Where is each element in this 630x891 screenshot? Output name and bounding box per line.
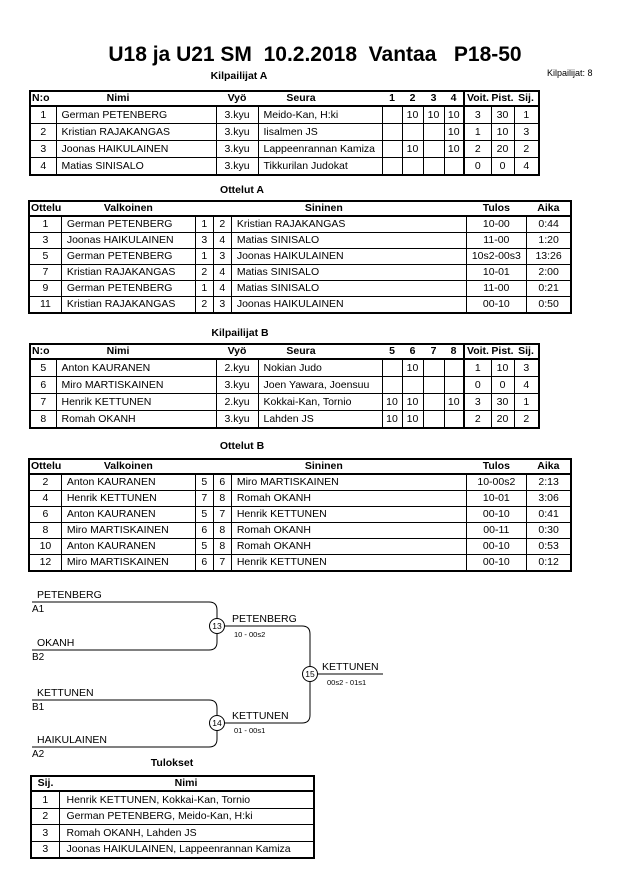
column-header: Seura bbox=[258, 344, 382, 359]
column-header bbox=[195, 459, 213, 474]
table-cell: Miro MARTISKAINEN bbox=[56, 377, 216, 394]
table-cell bbox=[444, 411, 464, 429]
table-cell: Meido-Kan, H:ki bbox=[258, 106, 382, 124]
table-cell: 2:00 bbox=[526, 265, 571, 281]
table-cell: 10 bbox=[423, 106, 444, 124]
table-cell: 0 bbox=[491, 158, 514, 176]
column-header: Pist. bbox=[491, 92, 514, 105]
table-cell bbox=[382, 124, 402, 141]
column-header: Sij. bbox=[514, 91, 539, 106]
table-cell: 6 bbox=[30, 377, 56, 394]
table-cell: 1 bbox=[29, 216, 61, 233]
table-cell: Miro MARTISKAINEN bbox=[61, 555, 195, 572]
bracket-match-score: 01 - 00s1 bbox=[234, 726, 266, 735]
bracket-winner-name: PETENBERG bbox=[232, 613, 297, 625]
column-header: Vyö bbox=[216, 344, 258, 359]
table-cell: German PETENBERG bbox=[61, 216, 195, 233]
table-cell: 2 bbox=[30, 124, 56, 141]
bracket-slot-name: HAIKULAINEN bbox=[37, 734, 108, 746]
table-cell: Anton KAURANEN bbox=[61, 474, 195, 491]
table-cell: 00-11 bbox=[466, 523, 526, 539]
table-cell: 1 bbox=[31, 791, 59, 808]
table-cell: 10 bbox=[402, 106, 423, 124]
bracket-match-score: 00s2 - 01s1 bbox=[327, 678, 367, 687]
column-header: Sininen bbox=[231, 459, 466, 474]
table-cell: 5 bbox=[195, 474, 213, 491]
table-cell: 10 bbox=[382, 394, 402, 411]
bracket-slot-seed: A1 bbox=[32, 604, 45, 615]
table-cell: 4 bbox=[514, 158, 539, 176]
table-cell: Joonas HAIKULAINEN, Lappeenrannan Kamiza bbox=[59, 841, 314, 858]
table-cell: Kristian RAJAKANGAS bbox=[61, 265, 195, 281]
table-cell: Kristian RAJAKANGAS bbox=[56, 124, 216, 141]
table-cell: 2 bbox=[195, 265, 213, 281]
table-cell: 6 bbox=[213, 474, 231, 491]
table-cell: 00-10 bbox=[466, 555, 526, 572]
table-cell: 4 bbox=[30, 158, 56, 176]
section-title-tulokset: Tulokset bbox=[150, 757, 194, 769]
table-cell: 8 bbox=[29, 523, 61, 539]
table-cell: Henrik KETTUNEN bbox=[61, 491, 195, 507]
table-cell: 20 bbox=[491, 141, 514, 158]
bracket-connector-final bbox=[218, 626, 310, 723]
table-cell: 4 bbox=[213, 233, 231, 249]
column-header: Nimi bbox=[56, 344, 216, 359]
table-cell: 1:20 bbox=[526, 233, 571, 249]
table-cell: 2 bbox=[213, 216, 231, 233]
table-cell: Romah OKANH bbox=[231, 539, 466, 555]
table-cell: 10 bbox=[491, 124, 514, 141]
table-cell: 3 bbox=[464, 106, 491, 124]
column-header bbox=[195, 201, 213, 216]
table-row bbox=[30, 141, 539, 158]
table-row bbox=[29, 539, 571, 555]
column-header: Vyö bbox=[216, 91, 258, 106]
table-row bbox=[31, 791, 314, 808]
bracket-slot-name: PETENBERG bbox=[37, 589, 102, 601]
table-cell: 10 bbox=[444, 106, 464, 124]
bracket-match-score: 10 - 00s2 bbox=[234, 630, 266, 639]
table-cell: 2 bbox=[464, 411, 491, 429]
table-cell: 11 bbox=[29, 297, 61, 314]
bracket-winner-name: KETTUNEN bbox=[232, 710, 289, 722]
table-cell: Kristian RAJAKANGAS bbox=[231, 216, 466, 233]
table-row bbox=[30, 377, 539, 394]
column-header: Pist. bbox=[491, 345, 514, 358]
table-cell: 11-00 bbox=[466, 281, 526, 297]
column-header: Ottelu bbox=[31, 202, 62, 215]
table-cell: 3:06 bbox=[526, 491, 571, 507]
table-row bbox=[29, 523, 571, 539]
table-cell bbox=[423, 124, 444, 141]
column-header: Valkoinen bbox=[61, 201, 195, 216]
table-cell: 10 bbox=[402, 411, 423, 429]
header-row bbox=[30, 91, 539, 106]
table-row bbox=[29, 265, 571, 281]
table-cell bbox=[382, 158, 402, 176]
bracket-slot-name: OKANH bbox=[37, 637, 75, 649]
tulokset-table bbox=[30, 775, 315, 859]
table-cell: 9 bbox=[29, 281, 61, 297]
table-cell: 3 bbox=[31, 825, 59, 842]
table-row bbox=[30, 411, 539, 429]
table-cell: Miro MARTISKAINEN bbox=[231, 474, 466, 491]
table-cell: German PETENBERG bbox=[61, 249, 195, 265]
table-cell: 7 bbox=[195, 491, 213, 507]
table-cell: 1 bbox=[464, 359, 491, 377]
table-cell: Miro MARTISKAINEN bbox=[61, 523, 195, 539]
table-cell: 10 bbox=[382, 411, 402, 429]
table-cell: Romah OKANH bbox=[231, 523, 466, 539]
header-row bbox=[31, 776, 314, 791]
table-cell: 11-00 bbox=[466, 233, 526, 249]
table-cell: 10 bbox=[444, 394, 464, 411]
table-cell: 10 bbox=[29, 539, 61, 555]
table-cell: 7 bbox=[30, 394, 56, 411]
table-cell: 10-01 bbox=[466, 265, 526, 281]
table-cell: Tikkurilan Judokat bbox=[258, 158, 382, 176]
table-cell: 0:41 bbox=[526, 507, 571, 523]
table-cell bbox=[382, 377, 402, 394]
column-header: Voit. bbox=[464, 344, 491, 359]
table-cell: 1 bbox=[195, 249, 213, 265]
table-cell: 2:13 bbox=[526, 474, 571, 491]
table-cell: 3.kyu bbox=[216, 411, 258, 429]
table-cell: Kokkai-Kan, Tornio bbox=[258, 394, 382, 411]
table-cell bbox=[382, 359, 402, 377]
column-header: Ottelu bbox=[31, 460, 62, 473]
kilpailijat-b-table bbox=[29, 343, 540, 429]
table-cell: 20 bbox=[491, 411, 514, 429]
table-cell: Henrik KETTUNEN bbox=[231, 507, 466, 523]
table-cell: Anton KAURANEN bbox=[61, 507, 195, 523]
header-row bbox=[29, 459, 571, 474]
table-cell bbox=[382, 141, 402, 158]
table-cell: 2 bbox=[514, 141, 539, 158]
section-title-kilpailijat-b: Kilpailijat B bbox=[211, 327, 269, 339]
table-cell bbox=[444, 359, 464, 377]
table-cell bbox=[423, 411, 444, 429]
column-header: 7 bbox=[423, 344, 444, 359]
table-cell: Anton KAURANEN bbox=[61, 539, 195, 555]
table-cell: Joonas HAIKULAINEN bbox=[231, 249, 466, 265]
table-cell: German PETENBERG bbox=[56, 106, 216, 124]
table-row bbox=[29, 555, 571, 572]
table-cell: 0:53 bbox=[526, 539, 571, 555]
table-cell: Joonas HAIKULAINEN bbox=[56, 141, 216, 158]
table-row bbox=[29, 216, 571, 233]
table-cell bbox=[382, 106, 402, 124]
table-cell: Romah OKANH bbox=[56, 411, 216, 429]
table-cell: 2 bbox=[514, 411, 539, 429]
table-cell: 3.kyu bbox=[216, 124, 258, 141]
table-cell: 3.kyu bbox=[216, 141, 258, 158]
table-cell bbox=[402, 158, 423, 176]
table-cell: 10 bbox=[402, 394, 423, 411]
table-cell: Iisalmen JS bbox=[258, 124, 382, 141]
table-cell: 3 bbox=[213, 249, 231, 265]
table-cell: 2.kyu bbox=[216, 359, 258, 377]
column-header: 3 bbox=[423, 91, 444, 106]
table-cell: Anton KAURANEN bbox=[56, 359, 216, 377]
table-row bbox=[29, 297, 571, 314]
table-cell: Nokian Judo bbox=[258, 359, 382, 377]
table-cell: 10 bbox=[444, 124, 464, 141]
table-cell: 5 bbox=[30, 359, 56, 377]
column-header: N:o bbox=[30, 344, 56, 359]
table-cell: 7 bbox=[29, 265, 61, 281]
table-cell: 1 bbox=[195, 281, 213, 297]
table-cell: 0:44 bbox=[526, 216, 571, 233]
table-cell: 0 bbox=[464, 377, 491, 394]
table-row bbox=[30, 158, 539, 176]
column-header: Aika bbox=[526, 459, 571, 474]
table-cell: 30 bbox=[491, 106, 514, 124]
table-cell: Henrik KETTUNEN, Kokkai-Kan, Tornio bbox=[59, 791, 314, 808]
table-cell: 0:50 bbox=[526, 297, 571, 314]
column-header: 5 bbox=[382, 344, 402, 359]
table-cell: Henrik KETTUNEN bbox=[231, 555, 466, 572]
table-cell: 8 bbox=[213, 491, 231, 507]
table-cell: 10 bbox=[402, 359, 423, 377]
table-row bbox=[31, 825, 314, 842]
table-cell: 00-10 bbox=[466, 507, 526, 523]
table-cell: 8 bbox=[213, 523, 231, 539]
table-row bbox=[29, 281, 571, 297]
table-row bbox=[29, 507, 571, 523]
table-cell: 30 bbox=[491, 394, 514, 411]
table-cell: 5 bbox=[29, 249, 61, 265]
table-cell: 2.kyu bbox=[216, 394, 258, 411]
column-header: Nimi bbox=[59, 776, 314, 791]
table-cell: 10 bbox=[444, 141, 464, 158]
column-header: Valkoinen bbox=[61, 459, 195, 474]
table-cell: 00-10 bbox=[466, 297, 526, 314]
table-cell: 0 bbox=[491, 377, 514, 394]
table-cell: Matias SINISALO bbox=[231, 265, 466, 281]
table-cell bbox=[423, 359, 444, 377]
table-cell: 13:26 bbox=[526, 249, 571, 265]
table-cell: 3 bbox=[31, 841, 59, 858]
table-row bbox=[30, 124, 539, 141]
column-header bbox=[213, 459, 231, 474]
table-cell: 2 bbox=[195, 297, 213, 314]
match-number-badge: 15 bbox=[302, 666, 318, 682]
table-cell: Joen Yawara, Joensuu bbox=[258, 377, 382, 394]
table-cell: 6 bbox=[29, 507, 61, 523]
table-cell: Romah OKANH, Lahden JS bbox=[59, 825, 314, 842]
table-cell: 10 bbox=[402, 141, 423, 158]
table-cell: 00-10 bbox=[466, 539, 526, 555]
competitor-count-label: Kilpailijat: 8 bbox=[547, 68, 593, 78]
bracket-winner-name: KETTUNEN bbox=[322, 661, 379, 673]
table-cell bbox=[423, 377, 444, 394]
table-cell: 3 bbox=[213, 297, 231, 314]
table-row bbox=[29, 474, 571, 491]
bracket-slot-seed: A2 bbox=[32, 749, 45, 760]
table-row bbox=[31, 808, 314, 825]
table-cell: 10-01 bbox=[466, 491, 526, 507]
table-cell: 10 bbox=[491, 359, 514, 377]
table-cell: 8 bbox=[30, 411, 56, 429]
table-cell: 1 bbox=[464, 124, 491, 141]
table-cell: Matias SINISALO bbox=[56, 158, 216, 176]
table-cell: 5 bbox=[195, 507, 213, 523]
table-cell: 12 bbox=[29, 555, 61, 572]
table-cell: German PETENBERG bbox=[61, 281, 195, 297]
bracket-slot-seed: B1 bbox=[32, 702, 45, 713]
table-cell: 1 bbox=[514, 106, 539, 124]
table-cell: 8 bbox=[213, 539, 231, 555]
table-cell: 7 bbox=[213, 555, 231, 572]
table-cell: 3 bbox=[464, 394, 491, 411]
table-cell bbox=[444, 377, 464, 394]
table-cell: Kristian RAJAKANGAS bbox=[61, 297, 195, 314]
table-cell: 3 bbox=[195, 233, 213, 249]
table-cell: 6 bbox=[195, 555, 213, 572]
match-number-badge: 14 bbox=[209, 715, 225, 731]
column-header: Nimi bbox=[56, 91, 216, 106]
table-cell: 2 bbox=[31, 808, 59, 825]
table-cell bbox=[423, 394, 444, 411]
table-cell: 2 bbox=[29, 474, 61, 491]
table-cell: 6 bbox=[195, 523, 213, 539]
ottelut-a-table bbox=[28, 200, 572, 314]
table-row bbox=[29, 233, 571, 249]
column-header: Aika bbox=[526, 201, 571, 216]
table-cell: 3.kyu bbox=[216, 377, 258, 394]
table-cell bbox=[444, 158, 464, 176]
bracket-slot-name: KETTUNEN bbox=[37, 687, 94, 699]
section-title-ottelut-a: Ottelut A bbox=[220, 184, 264, 196]
table-cell: 2 bbox=[464, 141, 491, 158]
section-title-kilpailijat-a: Kilpailijat A bbox=[210, 70, 268, 82]
table-cell: 10-00s2 bbox=[466, 474, 526, 491]
table-cell: 10s2-00s3 bbox=[466, 249, 526, 265]
table-cell: Henrik KETTUNEN bbox=[56, 394, 216, 411]
kilpailijat-a-table bbox=[29, 90, 540, 176]
table-row bbox=[30, 106, 539, 124]
table-cell: 3 bbox=[29, 233, 61, 249]
column-header: 6 bbox=[402, 344, 423, 359]
table-cell: 7 bbox=[213, 507, 231, 523]
table-cell bbox=[402, 377, 423, 394]
header-row bbox=[29, 201, 571, 216]
column-header: Sininen bbox=[231, 201, 466, 216]
table-cell: Joonas HAIKULAINEN bbox=[61, 233, 195, 249]
table-cell: 3 bbox=[514, 124, 539, 141]
table-cell: Joonas HAIKULAINEN bbox=[231, 297, 466, 314]
column-header: Voit. bbox=[464, 91, 491, 106]
table-cell: 4 bbox=[213, 281, 231, 297]
column-header: N:o bbox=[30, 91, 56, 106]
table-cell: 0 bbox=[464, 158, 491, 176]
table-cell: Lappeenrannan Kamiza bbox=[258, 141, 382, 158]
table-cell: 4 bbox=[514, 377, 539, 394]
table-cell bbox=[423, 158, 444, 176]
table-cell: 4 bbox=[213, 265, 231, 281]
column-header: 8 bbox=[444, 344, 464, 359]
table-row bbox=[29, 491, 571, 507]
table-row bbox=[30, 394, 539, 411]
table-cell: 3 bbox=[514, 359, 539, 377]
bracket-slot-seed: B2 bbox=[32, 652, 45, 663]
table-cell: Romah OKANH bbox=[231, 491, 466, 507]
header-row bbox=[30, 344, 539, 359]
column-header: 1 bbox=[382, 91, 402, 106]
table-cell: 0:21 bbox=[526, 281, 571, 297]
column-header: Tulos bbox=[466, 459, 526, 474]
table-cell: 3.kyu bbox=[216, 106, 258, 124]
table-cell: 0:12 bbox=[526, 555, 571, 572]
table-cell: 1 bbox=[30, 106, 56, 124]
table-row bbox=[29, 249, 571, 265]
table-cell: 1 bbox=[195, 216, 213, 233]
table-cell: 0:30 bbox=[526, 523, 571, 539]
column-header: Sij. bbox=[514, 344, 539, 359]
table-cell: 3.kyu bbox=[216, 158, 258, 176]
column-header: Seura bbox=[258, 91, 382, 106]
column-header: 4 bbox=[444, 91, 464, 106]
table-cell bbox=[402, 124, 423, 141]
table-cell: 10-00 bbox=[466, 216, 526, 233]
table-cell: 1 bbox=[514, 394, 539, 411]
table-row bbox=[30, 359, 539, 377]
column-header: 2 bbox=[402, 91, 423, 106]
page-title: U18 ja U21 SM 10.2.2018 Vantaa P18-50 bbox=[108, 43, 522, 66]
table-cell: Matias SINISALO bbox=[231, 233, 466, 249]
match-number-badge: 13 bbox=[209, 618, 225, 634]
column-header bbox=[213, 201, 231, 216]
column-header: Tulos bbox=[466, 201, 526, 216]
table-cell: Matias SINISALO bbox=[231, 281, 466, 297]
table-row bbox=[31, 841, 314, 858]
table-cell: 5 bbox=[195, 539, 213, 555]
table-cell: 4 bbox=[29, 491, 61, 507]
table-cell: Lahden JS bbox=[258, 411, 382, 429]
ottelut-b-table bbox=[28, 458, 572, 572]
table-cell: 3 bbox=[30, 141, 56, 158]
section-title-ottelut-b: Ottelut B bbox=[219, 440, 265, 452]
table-cell bbox=[423, 141, 444, 158]
table-cell: German PETENBERG, Meido-Kan, H:ki bbox=[59, 808, 314, 825]
column-header: Sij. bbox=[31, 776, 59, 791]
